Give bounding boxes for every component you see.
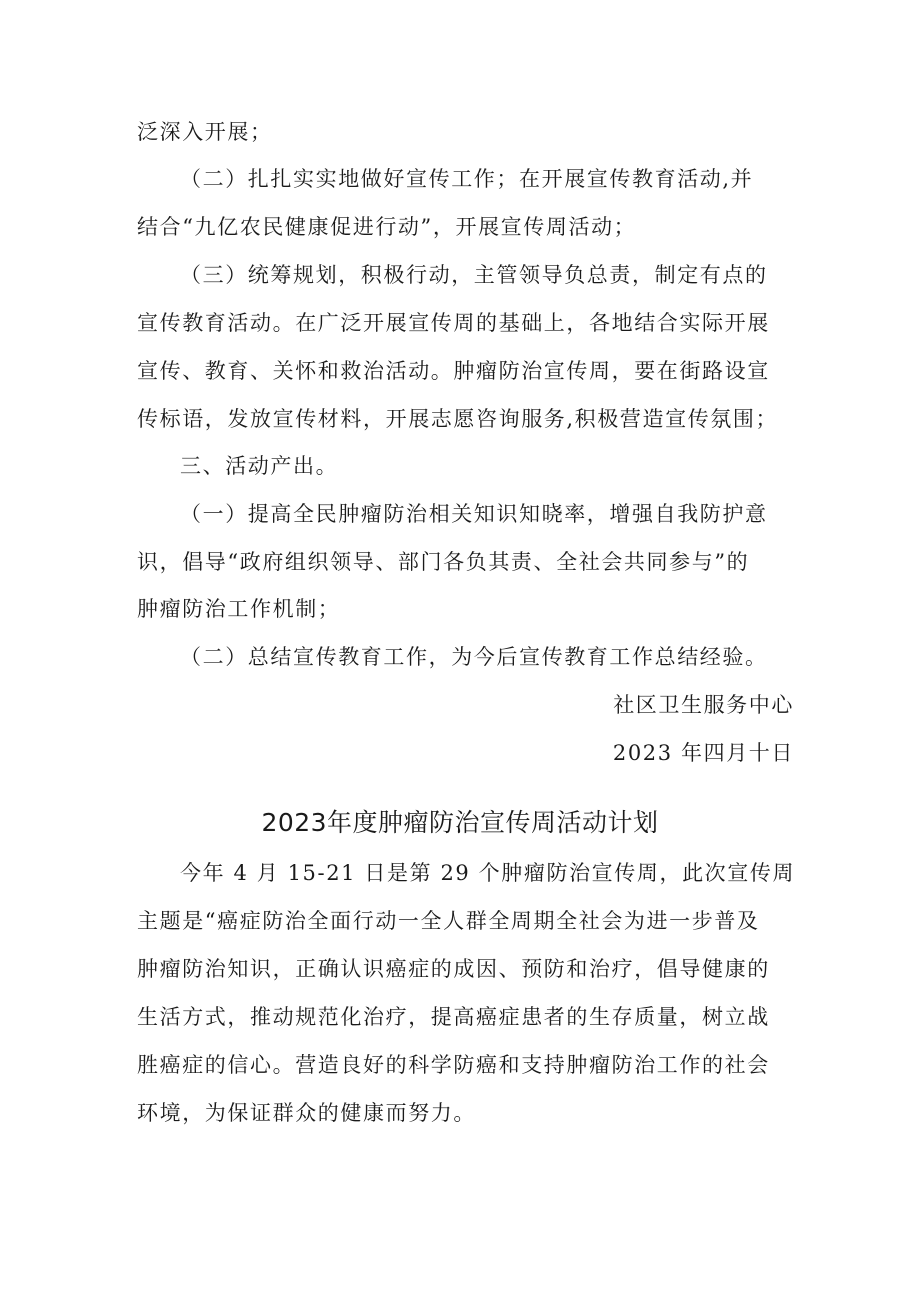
paragraph-line: 泛深入开展； <box>137 120 273 144</box>
paragraph-line: 宣传、教育、关怀和救治活动。肿瘤防治宣传周，要在街路设宣 <box>137 359 770 383</box>
paragraph-line: 环境，为保证群众的健康而努力。 <box>137 1101 476 1125</box>
paragraph-line: 结合“九亿农民健康促进行动”，开展宣传周活动； <box>137 215 637 239</box>
section-heading: 三、活动产出。 <box>180 454 339 478</box>
paragraph-line: 今年 4 月 15-21 日是第 29 个肿瘤防治宣传周，此次宣传周 <box>180 861 796 885</box>
paragraph-line: 胜癌症的信心。营造良好的科学防癌和支持肿瘤防治工作的社会 <box>137 1053 770 1077</box>
paragraph-line: 主题是“癌症防治全面行动一全人群全周期全社会为进一步普及 <box>137 909 760 933</box>
paragraph-line: 生活方式，推动规范化治疗，提高癌症患者的生存质量，树立战 <box>137 1005 770 1029</box>
paragraph-line: 肿瘤防治知识，正确认识癌症的成因、预防和治疗，倡导健康的 <box>137 957 770 981</box>
paragraph-line: 肿瘤防治工作机制； <box>137 597 341 621</box>
paragraph-line: （二）扎扎实实地做好宣传工作；在开展宣传教育活动,并 <box>180 167 754 191</box>
paragraph-line: 宣传教育活动。在广泛开展宣传周的基础上，各地结合实际开展 <box>137 311 770 335</box>
paragraph-line: 传标语，发放宣传材料，开展志愿咨询服务,积极营造宣传氛围； <box>137 407 779 431</box>
paragraph-line: 识，倡导“政府组织领导、部门各负其责、全社会共同参与”的 <box>137 550 750 574</box>
paragraph-line: （三）统筹规划，积极行动，主管领导负总责，制定有点的 <box>180 263 768 287</box>
document-title: 2023年度肿瘤防治宣传周活动计划 <box>261 808 659 837</box>
paragraph-line: （二）总结宣传教育工作，为今后宣传教育工作总结经验。 <box>180 645 768 669</box>
signature-date: 2023 年四月十日 <box>612 741 794 765</box>
paragraph-line: （一）提高全民肿瘤防治相关知识知晓率，增强自我防护意 <box>180 502 768 526</box>
signature-organization: 社区卫生服务中心 <box>613 693 794 717</box>
